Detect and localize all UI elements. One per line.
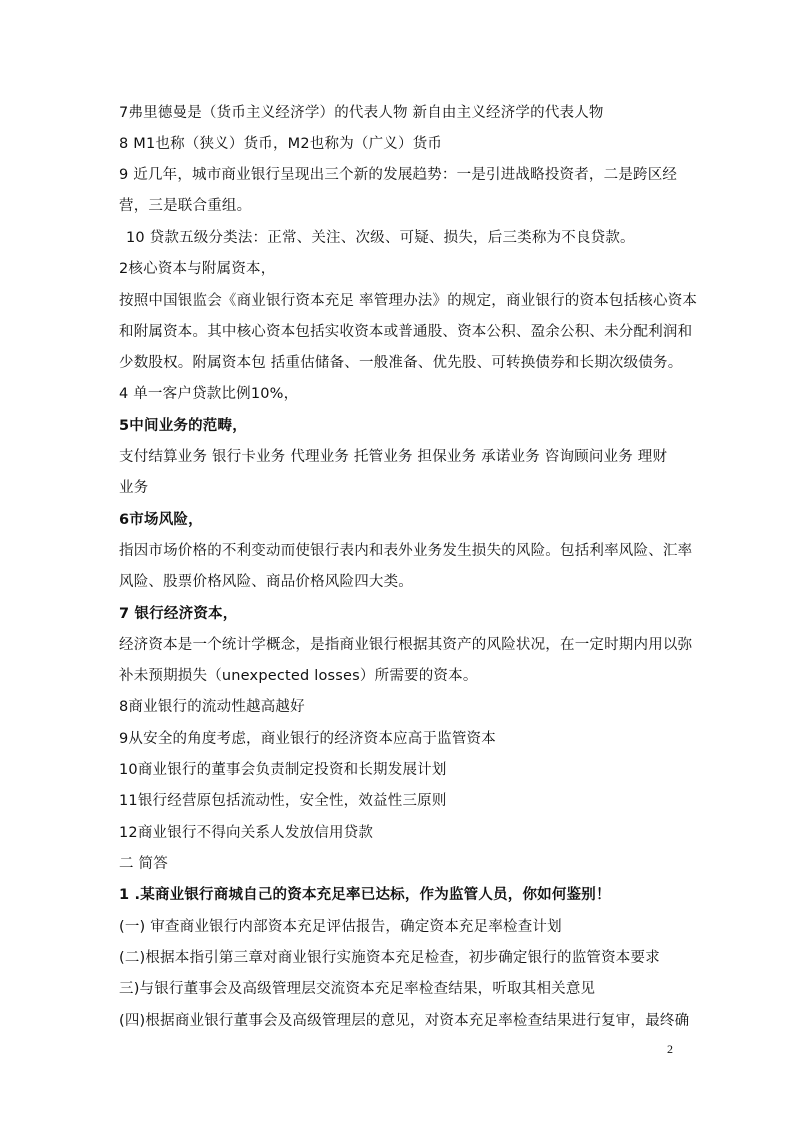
text-line: 指因市场价格的不利变动而使银行表内和表外业务发生损失的风险。包括利率风险、汇率 [119, 543, 693, 559]
text-line: 风险、股票价格风险、商品价格风险四大类。 [119, 574, 413, 590]
text-line: 10商业银行的董事会负责制定投资和长期发展计划 [119, 762, 447, 778]
text-line: 4 单一客户贷款比例10%， [119, 386, 299, 402]
text-line: 二 简答 [119, 856, 168, 872]
text-line: 三)与银行董事会及高级管理层交流资本充足率检查结果，听取其相关意见 [119, 981, 596, 997]
page-number: 2 [667, 1042, 673, 1056]
text-line: 支付结算业务 银行卡业务 代理业务 托管业务 担保业务 承诺业务 咨询顾问业务 理财 [119, 449, 668, 465]
text-line: 2核心资本与附属资本， [119, 261, 276, 277]
text-line: 8 M1也称（狭义）货币，M2也称为（广义）货币 [119, 136, 443, 152]
text-line: 经济资本是一个统计学概念，是指商业银行根据其资产的风险状况，在一定时期内用以弥 [119, 637, 693, 653]
text-line: 少数股权。附属资本包 括重估储备、一般准备、优先股、可转换债券和长期次级债务。 [119, 355, 683, 371]
text-line: (二)根据本指引第三章对商业银行实施资本充足检查，初步确定银行的监管资本要求 [119, 950, 660, 966]
text-line: 11银行经营原包括流动性，安全性，效益性三原则 [119, 793, 447, 809]
text-line: 10 贷款五级分类法：正常、关注、次级、可疑、损失，后三类称为不良贷款。 [126, 230, 635, 246]
text-line: 按照中国银监会《商业银行资本充足 率管理办法》的规定，商业银行的资本包括核心资本 [119, 293, 698, 309]
text-line: 7 银行经济资本， [119, 606, 238, 622]
text-line: 业务 [119, 480, 149, 496]
text-line: 8商业银行的流动性越高越好 [119, 699, 305, 715]
text-line: 7弗里德曼是（货币主义经济学）的代表人物 新自由主义经济学的代表人物 [119, 105, 604, 121]
text-line: 12商业银行不得向关系人发放信用贷款 [119, 825, 374, 841]
text-line: 补未预期损失（unexpected losses）所需要的资本。 [119, 668, 478, 684]
text-line: (四)根据商业银行董事会及高级管理层的意见，对资本充足率检查结果进行复审，最终确 [119, 1013, 690, 1029]
text-line: 5中间业务的范畴， [119, 418, 247, 434]
text-line: 营，三是联合重组。 [119, 198, 252, 214]
text-line: 6市场风险， [119, 512, 203, 528]
text-line: 9 近几年，城市商业银行呈现出三个新的发展趋势：一是引进战略投资者，二是跨区经 [119, 167, 678, 183]
text-line: (一) 审查商业银行内部资本充足评估报告，确定资本充足率检查计划 [119, 919, 562, 935]
text-line: 1 .某商业银行商城自己的资本充足率已达标，作为监管人员，你如何鉴别！ [119, 887, 611, 903]
text-line: 和附属资本。其中核心资本包括实收资本或普通股、资本公积、盈余公积、未分配利润和 [119, 324, 693, 340]
text-line: 9从安全的角度考虑，商业银行的经济资本应高于监管资本 [119, 731, 496, 747]
